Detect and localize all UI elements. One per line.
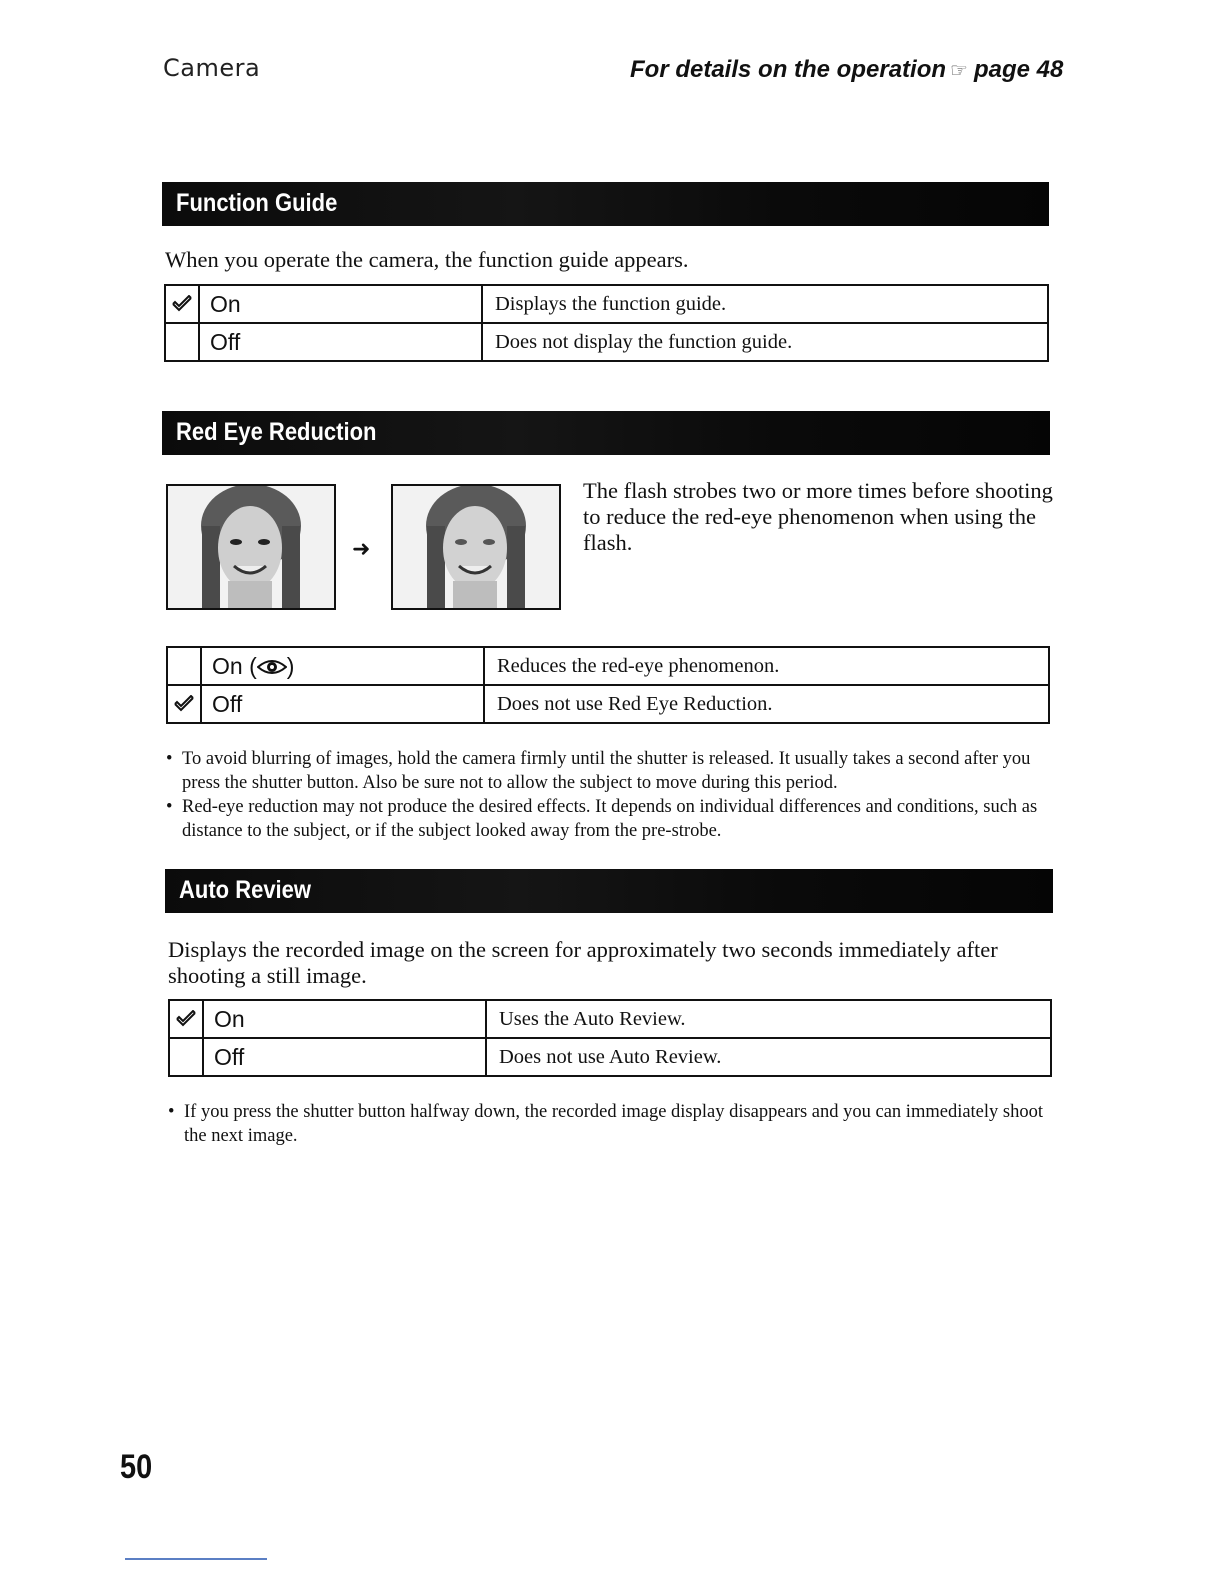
table-row: [167, 685, 1049, 723]
function-guide-options-table: [164, 284, 1049, 362]
option-desc: Does not use Red Eye Reduction.: [484, 685, 1049, 723]
arrow-right-icon: ➜: [352, 536, 371, 561]
section-label: Camera: [163, 54, 261, 82]
table-row: [167, 647, 1049, 685]
portrait-after-illustration: [393, 486, 559, 608]
portrait-before-image: [166, 484, 336, 610]
table-row: [165, 285, 1048, 323]
reference-page: page 48: [973, 56, 1064, 83]
reference-prefix: For details on the operation: [630, 56, 947, 83]
default-check-cell: [165, 285, 199, 323]
option-desc: Reduces the red-eye phenomenon.: [484, 647, 1049, 685]
option-name-suffix: ): [286, 652, 295, 679]
table-row: [169, 1038, 1051, 1076]
empty-check-cell: [165, 323, 199, 361]
option-desc: Uses the Auto Review.: [486, 1000, 1051, 1038]
empty-check-cell: [167, 647, 201, 685]
option-name: On: [199, 285, 482, 323]
option-name: Off: [199, 323, 482, 361]
default-check-cell: [167, 685, 201, 723]
footer-rule: [125, 1558, 267, 1560]
function-guide-heading-band: [162, 182, 1049, 226]
list-item: • To avoid blurring of images, hold the camera firmly until the shutter is released. It usually takes a second after you press the shutter button. Also be sure not to allow the subject to move during this period.: [166, 747, 1051, 795]
auto-review-title: Auto Review: [179, 876, 312, 904]
empty-check-cell: [169, 1038, 203, 1076]
red-eye-notes: [166, 747, 1051, 843]
table-row: [165, 323, 1048, 361]
red-eye-heading-band: [162, 411, 1050, 455]
option-name-text: On (: [212, 652, 257, 679]
red-eye-icon: [257, 658, 287, 676]
default-check-icon: [175, 1010, 197, 1028]
function-guide-intro: When you operate the camera, the function guide appears.: [165, 247, 689, 272]
option-name: On: [203, 1000, 486, 1038]
list-item: • If you press the shutter button halfway down, the recorded image display disappears and you can immediately shoot the next image.: [168, 1100, 1053, 1148]
portrait-before-illustration: [168, 486, 334, 608]
red-eye-intro: The flash strobes two or more times before shooting to reduce the red-eye phenomenon when using the flash.: [583, 478, 1053, 555]
auto-review-options-table: [168, 999, 1052, 1077]
hand-pointer-icon: ☞: [950, 60, 968, 82]
option-desc: Does not use Auto Review.: [486, 1038, 1051, 1076]
option-name: Off: [203, 1038, 486, 1076]
default-check-cell: [169, 1000, 203, 1038]
auto-review-heading-band: [165, 869, 1053, 913]
option-desc: Does not display the function guide.: [482, 323, 1048, 361]
default-check-icon: [171, 295, 193, 313]
option-name: [201, 647, 484, 685]
option-desc: Displays the function guide.: [482, 285, 1048, 323]
function-guide-title: Function Guide: [176, 189, 338, 217]
option-name: Off: [201, 685, 484, 723]
red-eye-options-table: [166, 646, 1050, 724]
red-eye-title: Red Eye Reduction: [176, 418, 377, 446]
list-item: • Red-eye reduction may not produce the desired effects. It depends on individual differences and conditions, such as distance to the subject, or if the subject looked away from the pre-strobe.: [166, 795, 1051, 843]
portrait-after-image: [391, 484, 561, 610]
default-check-icon: [173, 695, 195, 713]
auto-review-intro: Displays the recorded image on the screen for approximately two seconds immediately after shooting a still image.: [168, 937, 998, 988]
page-reference: [630, 56, 1064, 84]
table-row: [169, 1000, 1051, 1038]
auto-review-notes: [168, 1100, 1053, 1148]
page-number: 50: [120, 1448, 153, 1486]
